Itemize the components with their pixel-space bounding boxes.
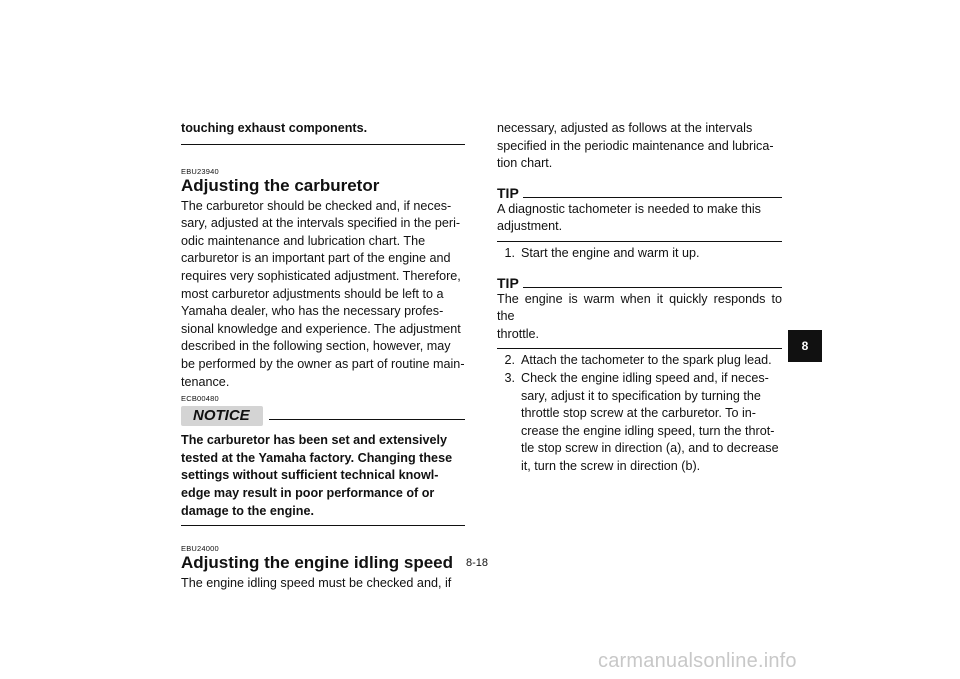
text-line: edge may result in poor performance of or [181,485,435,500]
text-line: The carburetor should be checked and, if neces- [181,198,452,213]
step-number: 2. [504,353,515,368]
tip-text [497,291,782,344]
text-line: adjustment. [497,219,563,234]
text-line: sional knowledge and experience. The adjustment [181,321,461,336]
step-text: Attach the tachometer to the spark plug lead. [521,353,772,368]
intro-paragraph [497,120,782,173]
text-line: requires very sophisticated adjustment. Therefore, [181,268,461,283]
notice-code: ECB00480 [181,394,219,404]
carburetor-paragraph [181,198,465,392]
watermark: carmanualsonline.info [598,650,797,672]
text-line: damage to the engine. [181,503,314,518]
text-line: The engine idling speed must be checked and, if [181,576,452,591]
section-code: EBU23940 [181,166,219,176]
text-line: Yamaha dealer, who has the necessary profes- [181,304,444,319]
notice-label: NOTICE [181,406,263,426]
text-line: The engine is warm when it quickly responds to the [497,291,782,324]
tip-rule [523,287,782,288]
notice-text [181,432,465,520]
text-line: Check the engine idling speed and, if neces- [521,370,769,385]
chapter-tab: 8 [788,330,822,362]
text-line: tion chart. [497,156,553,171]
step-number: 3. [504,370,515,385]
tip-label: TIP [497,184,519,201]
continuation-text: touching exhaust components. [181,121,368,135]
text-line: specified in the periodic maintenance and lubrica- [497,138,774,153]
text-line: most carburetor adjustments should be left to a [181,286,444,301]
text-line: sary, adjusted at the intervals specified in the peri- [181,216,461,231]
notice-rule [269,419,465,420]
tip-header [497,275,782,291]
text-line: carburetor is an important part of the engine and [181,251,451,266]
text-line: necessary, adjusted as follows at the intervals [497,121,753,135]
page-number: 8-18 [466,557,489,569]
tip-label: TIP [497,274,519,291]
notice-header [181,406,465,426]
tip-header [497,185,782,201]
step-item [497,352,782,370]
section-code: EBU24000 [181,544,219,554]
tip-text [497,201,782,236]
step-item [497,245,782,263]
text-line: tle stop screw in direction (a), and to decrease [521,441,779,456]
text-line: The carburetor has been set and extensively [181,433,447,448]
tip-rule [523,197,782,198]
step-text: Start the engine and warm it up. [521,245,700,260]
text-line: be performed by the owner as part of routine main- [181,356,465,371]
text-line: throttle stop screw at the carburetor. To in- [521,406,756,421]
step-item [497,370,782,476]
tip-end-rule [497,348,782,349]
step-number: 1. [504,245,515,260]
tip-end-rule [497,241,782,242]
text-line: crease the engine idling speed, turn the throt- [521,423,775,438]
right-column [497,120,782,476]
left-column [181,120,465,593]
step-text [521,370,782,476]
text-line: tenance. [181,374,230,389]
text-line: sary, adjust it to specification by turning the [521,388,761,403]
section-title-carburetor: Adjusting the carburetor [181,175,380,195]
text-line: described in the following section, however, may [181,339,451,354]
text-line: it, turn the screw in direction (b). [521,458,701,473]
text-line: odic maintenance and lubrication chart. The [181,233,426,248]
section-title-idling: Adjusting the engine idling speed [181,553,454,573]
text-line: A diagnostic tachometer is needed to make this [497,201,761,216]
text-line: settings without sufficient technical knowl- [181,468,439,483]
text-line: tested at the Yamaha factory. Changing these [181,450,453,465]
text-line: throttle. [497,326,539,341]
